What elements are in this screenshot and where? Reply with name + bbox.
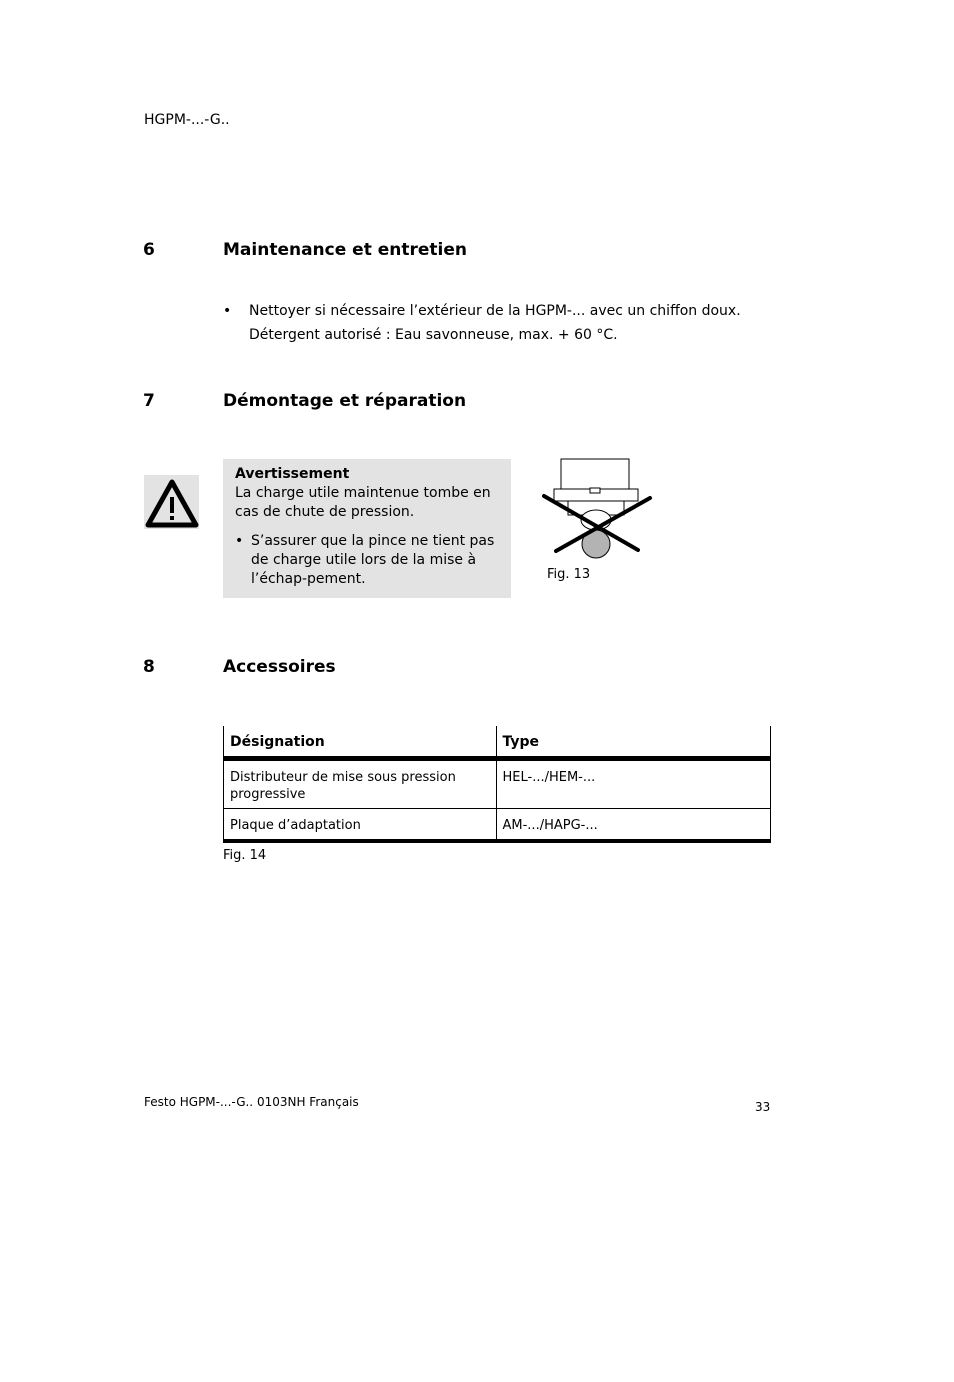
table-header-row: [224, 726, 771, 759]
document-header-model: HGPM-...-G..: [144, 112, 230, 128]
fig14-caption: Fig. 14: [223, 848, 267, 863]
bullet: •: [235, 533, 244, 549]
cell-designation: Distributeur de mise sous pression progressive: [224, 759, 497, 809]
maintenance-line-1: Nettoyer si nécessaire l’extérieur de la HGPM-... avec un chiffon doux.: [249, 303, 741, 319]
section-8-number: 8: [143, 657, 155, 677]
column-header-designation: Désignation: [224, 726, 497, 759]
column-header-type: Type: [496, 726, 771, 759]
bullet: •: [223, 303, 232, 319]
warning-triangle-icon: [144, 475, 199, 529]
warning-box: [223, 459, 511, 598]
maintenance-instructions: [223, 299, 823, 347]
warning-bullet-item: [235, 532, 499, 589]
warning-icon-box: [144, 475, 199, 529]
accessories-table: [223, 726, 771, 843]
warning-text: La charge utile maintenue tombe en cas de chute de pression.: [235, 485, 491, 520]
cell-designation: Plaque d’adaptation: [224, 809, 497, 841]
section-8-title: Accessoires: [223, 657, 336, 677]
warning-bullet-text: S’assurer que la pince ne tient pas de charge utile lors de la mise à l’échap-pement.: [251, 533, 495, 587]
page-number: 33: [755, 1100, 771, 1114]
section-7-number: 7: [143, 391, 155, 411]
cell-type: AM-.../HAPG-...: [496, 809, 771, 841]
table-row: [224, 809, 771, 841]
table-row: [224, 759, 771, 809]
warning-title: Avertissement: [235, 466, 350, 482]
maintenance-line-2: Détergent autorisé : Eau savonneuse, max. + 60 °C.: [249, 327, 618, 343]
fig13-gripper-illustration: [540, 456, 656, 562]
section-6-title: Maintenance et entretien: [223, 240, 468, 260]
fig13-caption: Fig. 13: [547, 567, 591, 582]
section-6-number: 6: [143, 240, 155, 260]
cell-type: HEL-.../HEM-...: [496, 759, 771, 809]
section-7-title: Démontage et réparation: [223, 391, 467, 411]
footer-document-info: Festo HGPM-...-G.. 0103NH Français: [144, 1095, 359, 1109]
